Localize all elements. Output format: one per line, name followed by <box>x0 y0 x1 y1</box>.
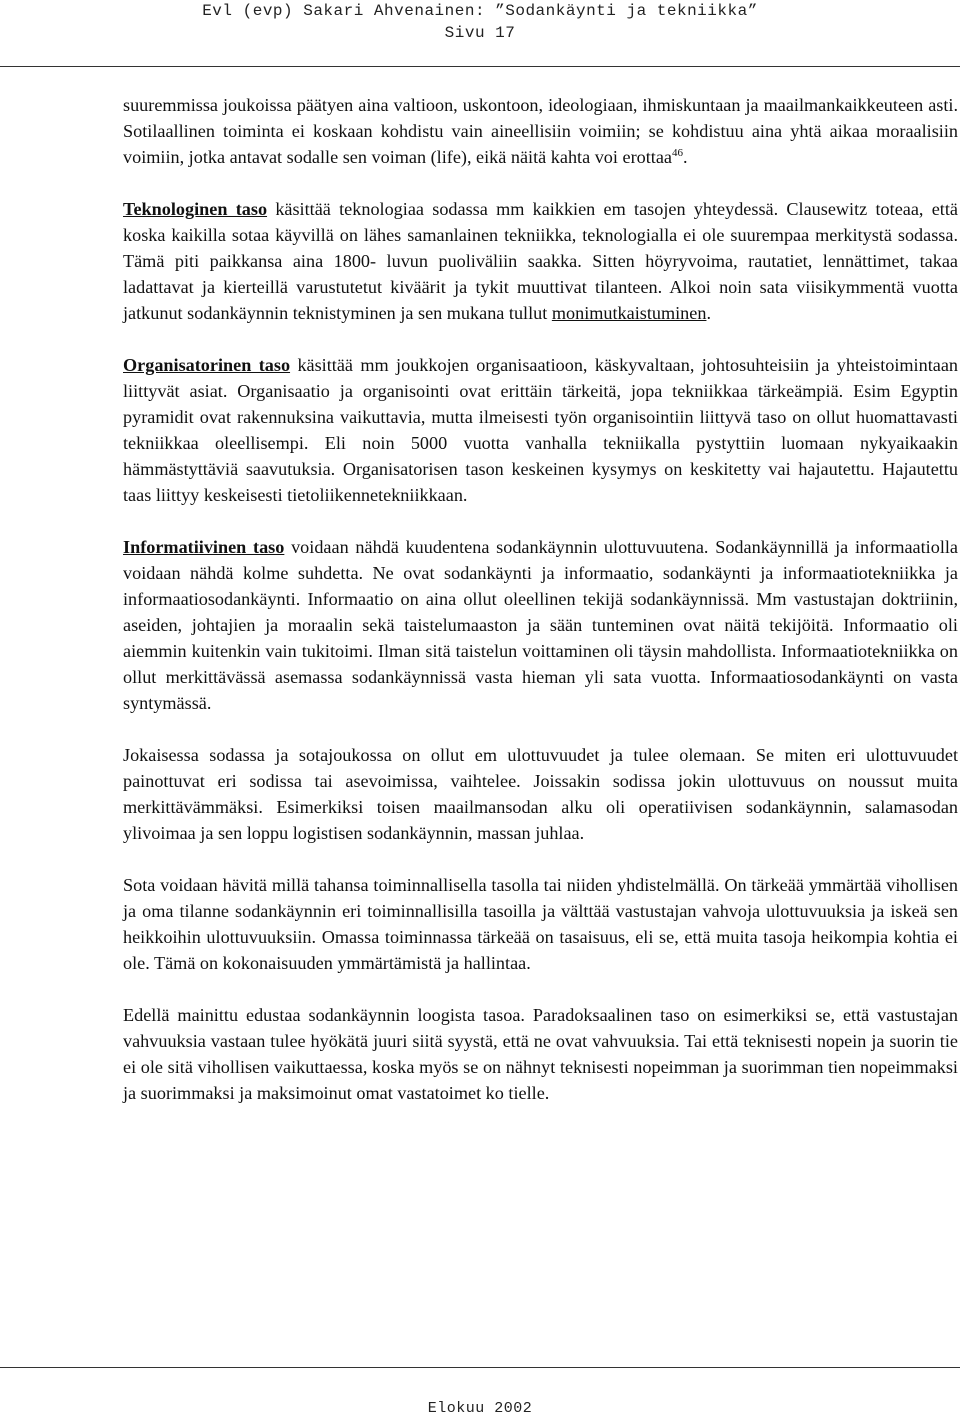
term-technological-level: Teknologinen taso <box>123 199 268 219</box>
term-informative-level: Informatiivinen taso <box>123 537 285 557</box>
underlined-word: monimutkaistuminen <box>551 303 707 323</box>
footnote-reference: 46 <box>671 147 683 159</box>
paragraph-7: Edellä mainittu edustaa sodankäynnin loogista tasoa. Paradoksaalinen taso on esimerkiksi se, että vastustajan vahvuuksia vastaan tulee hyökätä juuri siitä syystä, että ne ovat vahvuuksia. Tai että teknisesti nopein ja suorin tie ei ole sitä vihollisen vaikuttaessa, koska myös se on nähnyt teknisesti nopeimman ja suorimman tien nopeimmaksi ja suorimmaksi ja maksimoinut omat vastatoimet ko tielle. <box>123 1005 958 1103</box>
paragraph-1-text: suuremmissa joukoissa päätyen aina valtioon, uskontoon, ideologiaan, ihmiskuntaan ja maailmankaikkeuteen asti. Sotilaallinen toiminta ei koskaan kohdistu vain aineellisiin voimiin; se kohdistuu aina yhtä aikaa moraalisiin voimiin, jotka antavat sodalle sen voiman (life), eikä näitä kahta voi erottaa <box>123 95 958 167</box>
paragraph-2-end: . <box>706 303 711 323</box>
paragraph-2-text: käsittää teknologiaa sodassa mm kaikkien em tasojen yhteydessä. Clausewitz toteaa, että koska kaikilla sotaa käyvillä on lähes samanlainen tekniikka, teknologialla ei ole suurempaa merkitystä sodassa. Tämä piti paikkansa aina 1800- luvun puoliväliin saakka. Sitten höyryvoima, rautatiet, lennättimet, takaa ladattavat ja kierteillä varustutetut kiväärit ja tykit muuttivat tilanteen. Alkoi noin sata viisikymmentä vuotta jatkunut sodankäynnin teknistyminen ja sen mukana tullut <box>123 199 958 323</box>
page-number: Sivu 17 <box>444 24 516 42</box>
paragraph-organisational-level <box>123 352 958 508</box>
paragraph-5: Jokaisessa sodassa ja sotajoukossa on ollut em ulottuvuudet ja tulee olemaan. Se miten eri ulottuvuudet painottuvat eri sodissa tai asevoimissa, vaihtelee. Joissakin sodissa jokin ulottuvuus on noussut muita merkittävämmäksi. Esimerkiksi toisen maailmansodan alku oli operatiivisen sodankäynnin, salamasodan ylivoimaa ja sen loppu logistisen sodankäynnin, massan juhlaa. <box>123 745 958 843</box>
paragraph-4-text: voidaan nähdä kuudentena sodankäynnin ulottuvuutena. Sodankäynnillä ja informaatiolla voidaan nähdä kolme suhdetta. Ne ovat sodankäynti ja informaatio, sodankäynti ja informaatiotekniikka ja informaatiosodankäynti. Informaatio on aina ollut oleellinen tekijä sodankäynnissä. Mm vastustajan doktriinin, aseiden, johtajien ja moraalin sekä taistelumaaston ja sään tunteminen ovat näitä tekijöitä. Informaatio oli aiemmin kuitenkin vain tukitoimi. Ilman sitä taistelun voittaminen oli täysin mahdollista. Informaatiotekniikka on ollut merkittävässä asemassa sodankäynnissä vasta hieman yli sata vuotta. Informaatiosodankäynti on vasta syntymässä. <box>123 537 959 713</box>
paragraph-3-text: käsittää mm joukkojen organisaatioon, käskyvaltaan, johtosuhteisiin ja yhteistoimintaan liittyvät asiat. Organisaatio ja organisointi ovat erittäin tärkeitä, jopa tekniikkaa tärkeämpiä. Esim Egyptin pyramidit ovat rakennuksina vaikuttavia, mutta ilmeisesti työn organisointiin liittyvä taso on ollut huomattavasti tekniikkaa oleellisempi. Eli noin 5000 vuotta vanhalla tekniikalla pystyttiin luomaan nykyaikaakin hämmästyttäviä saavutuksia. Organisatorisen tason keskeinen kysymys on keskitetty vai hajautettu. Hajautettu taas liittyy keskeisesti tietoliikennetekniikkaan. <box>123 355 958 505</box>
header-divider <box>0 66 960 67</box>
footer-divider <box>0 1367 960 1368</box>
document-title: Evl (evp) Sakari Ahvenainen: ”Sodankäynti ja tekniikka” <box>202 2 758 20</box>
document-body <box>123 92 958 1132</box>
paragraph-informative-level <box>123 534 958 716</box>
paragraph-1 <box>123 92 958 170</box>
term-organisational-level: Organisatorinen taso <box>123 355 291 375</box>
paragraph-technological-level <box>123 196 958 326</box>
paragraph-6: Sota voidaan hävitä millä tahansa toiminnallisella tasolla tai niiden yhdistelmällä. On tärkeää ymmärtää vihollisen ja oma tilanne sodankäynnin eri toiminnallisilla tasoilla ja välttää vastustajan vahvoja ulottuvuuksia ja iskeä sen heikkoihin ulottuvuuksiin. Omassa toiminnassa tärkeää on tasaisuus, eli se, että muita tasoja heikompia kohtia ei ole. Tämä on kokonaisuuden ymmärtämistä ja hallintaa. <box>123 875 958 973</box>
page-footer: Elokuu 2002 <box>427 1400 533 1417</box>
paragraph-1-end: . <box>682 147 688 167</box>
